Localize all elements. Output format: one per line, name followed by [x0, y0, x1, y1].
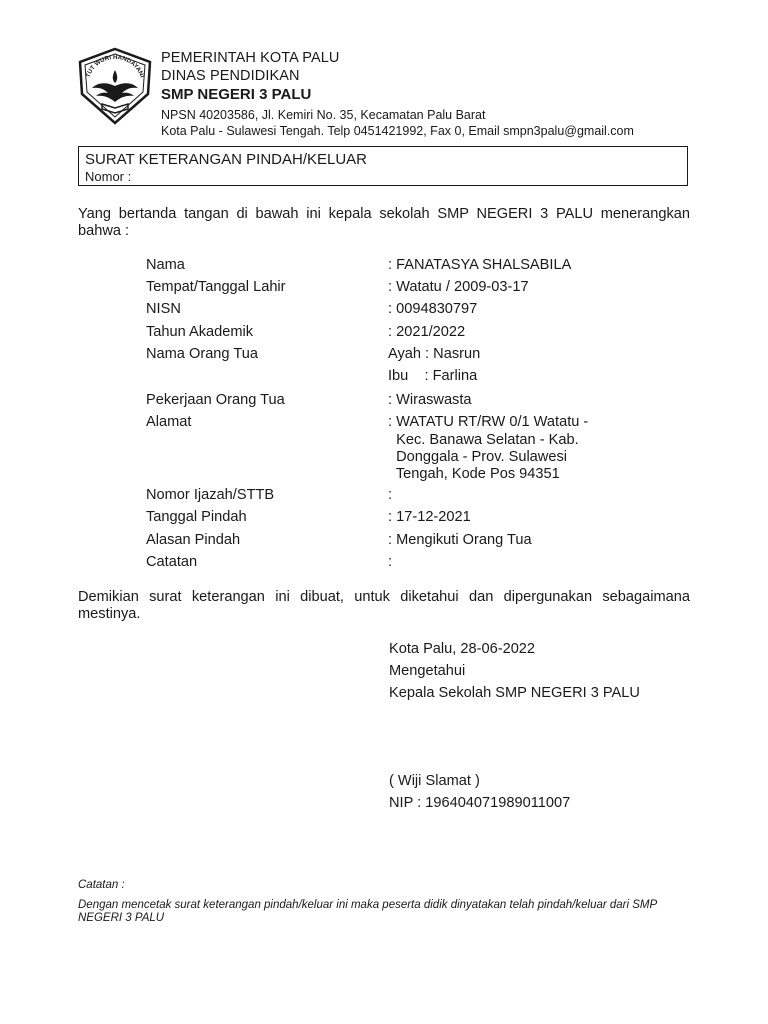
detail-label: Alasan Pindah	[146, 531, 241, 548]
detail-value	[388, 258, 606, 273]
detail-value	[388, 393, 606, 408]
detail-row	[146, 258, 606, 273]
signer-nip: NIP : 196404071989011007	[389, 795, 571, 811]
detail-value-line: :	[388, 553, 393, 570]
detail-label: Pekerjaan Orang Tua	[146, 392, 285, 409]
detail-row	[146, 533, 606, 548]
document-number: Nomor :	[85, 169, 132, 184]
detail-row	[146, 280, 606, 295]
detail-label: Catatan	[146, 553, 198, 570]
school-address: NPSN 40203586, Jl. Kemiri No. 35, Kecamatan Palu Barat	[161, 108, 486, 122]
detail-row	[146, 325, 606, 340]
detail-value	[388, 347, 606, 384]
detail-value-line: Donggala - Prov. Sulawesi	[388, 448, 567, 465]
detail-label: Nama Orang Tua	[146, 345, 258, 362]
detail-value	[388, 280, 606, 295]
detail-value-line: : Watatu / 2009-03-17	[388, 279, 529, 296]
detail-label: NISN	[146, 301, 181, 318]
detail-value-line: : 17-12-2021	[388, 509, 471, 526]
detail-row	[146, 347, 606, 384]
detail-label: Alamat	[146, 414, 192, 431]
detail-row	[146, 415, 606, 482]
detail-label: Nama	[146, 257, 185, 273]
detail-value	[388, 488, 606, 503]
government-name: PEMERINTAH KOTA PALU	[161, 50, 340, 66]
tut-wuri-handayani-icon	[74, 46, 156, 126]
detail-row	[146, 555, 606, 570]
closing-paragraph: Demikian surat keterangan ini dibuat, untuk diketahui dan dipergunakan sebagaimana mestinya.	[78, 589, 690, 622]
detail-row	[146, 302, 606, 317]
student-details	[146, 258, 606, 570]
detail-value	[388, 555, 606, 570]
detail-label: Tahun Akademik	[146, 323, 254, 340]
title-box	[78, 146, 688, 186]
logo-motto: TUT WURI HANDAYANI	[84, 53, 146, 79]
detail-row	[146, 393, 606, 408]
detail-value	[388, 510, 606, 525]
school-contact: Kota Palu - Sulawesi Tengah. Telp 0451421992, Fax 0, Email smpn3palu@gmail.com	[161, 124, 634, 138]
detail-value	[388, 325, 606, 340]
letterhead	[161, 49, 634, 139]
signer-name: ( Wiji Slamat )	[389, 773, 480, 789]
detail-value	[388, 415, 606, 482]
detail-value-line: : 0094830797	[388, 301, 478, 318]
detail-value-line: Tengah, Kode Pos 94351	[388, 466, 560, 483]
note-text: Dengan mencetak surat keterangan pindah/keluar ini maka peserta didik dinyatakan telah pindah/keluar dari SMP NEGERI 3 PALU	[78, 899, 657, 924]
detail-row	[146, 510, 606, 525]
place-date: Kota Palu, 28-06-2022	[389, 641, 536, 657]
detail-label: Tempat/Tanggal Lahir	[146, 279, 286, 296]
detail-value-line: Kec. Banawa Selatan - Kab.	[388, 431, 579, 448]
department-name: DINAS PENDIDIKAN	[161, 68, 300, 84]
intro-paragraph: Yang bertanda tangan di bawah ini kepala sekolah SMP NEGERI 3 PALU menerangkan bahwa :	[78, 206, 690, 239]
document-title: SURAT KETERANGAN PINDAH/KELUAR	[85, 151, 368, 168]
signature-footer	[389, 770, 570, 814]
detail-label: Tanggal Pindah	[146, 509, 247, 526]
detail-value-line: :	[388, 487, 393, 504]
detail-value	[388, 533, 606, 548]
school-name: SMP NEGERI 3 PALU	[161, 86, 312, 103]
note-label: Catatan :	[78, 879, 125, 891]
detail-value-line: : WATATU RT/RW 0/1 Watatu -	[388, 414, 589, 431]
detail-value-line: : 2021/2022	[388, 323, 466, 340]
signature-header	[389, 638, 640, 704]
detail-value	[388, 302, 606, 317]
detail-value-line: : Wiraswasta	[388, 392, 472, 409]
detail-label: Nomor Ijazah/STTB	[146, 487, 275, 504]
detail-value-line: : Mengikuti Orang Tua	[388, 531, 532, 548]
detail-value-line: Ayah : Nasrun	[388, 345, 481, 362]
detail-row	[146, 488, 606, 503]
detail-value-line: Ibu : Farlina	[388, 368, 478, 385]
detail-value-line: : FANATASYA SHALSABILA	[388, 257, 572, 273]
acknowledge-label: Mengetahui	[389, 663, 466, 679]
signer-position: Kepala Sekolah SMP NEGERI 3 PALU	[389, 685, 640, 701]
